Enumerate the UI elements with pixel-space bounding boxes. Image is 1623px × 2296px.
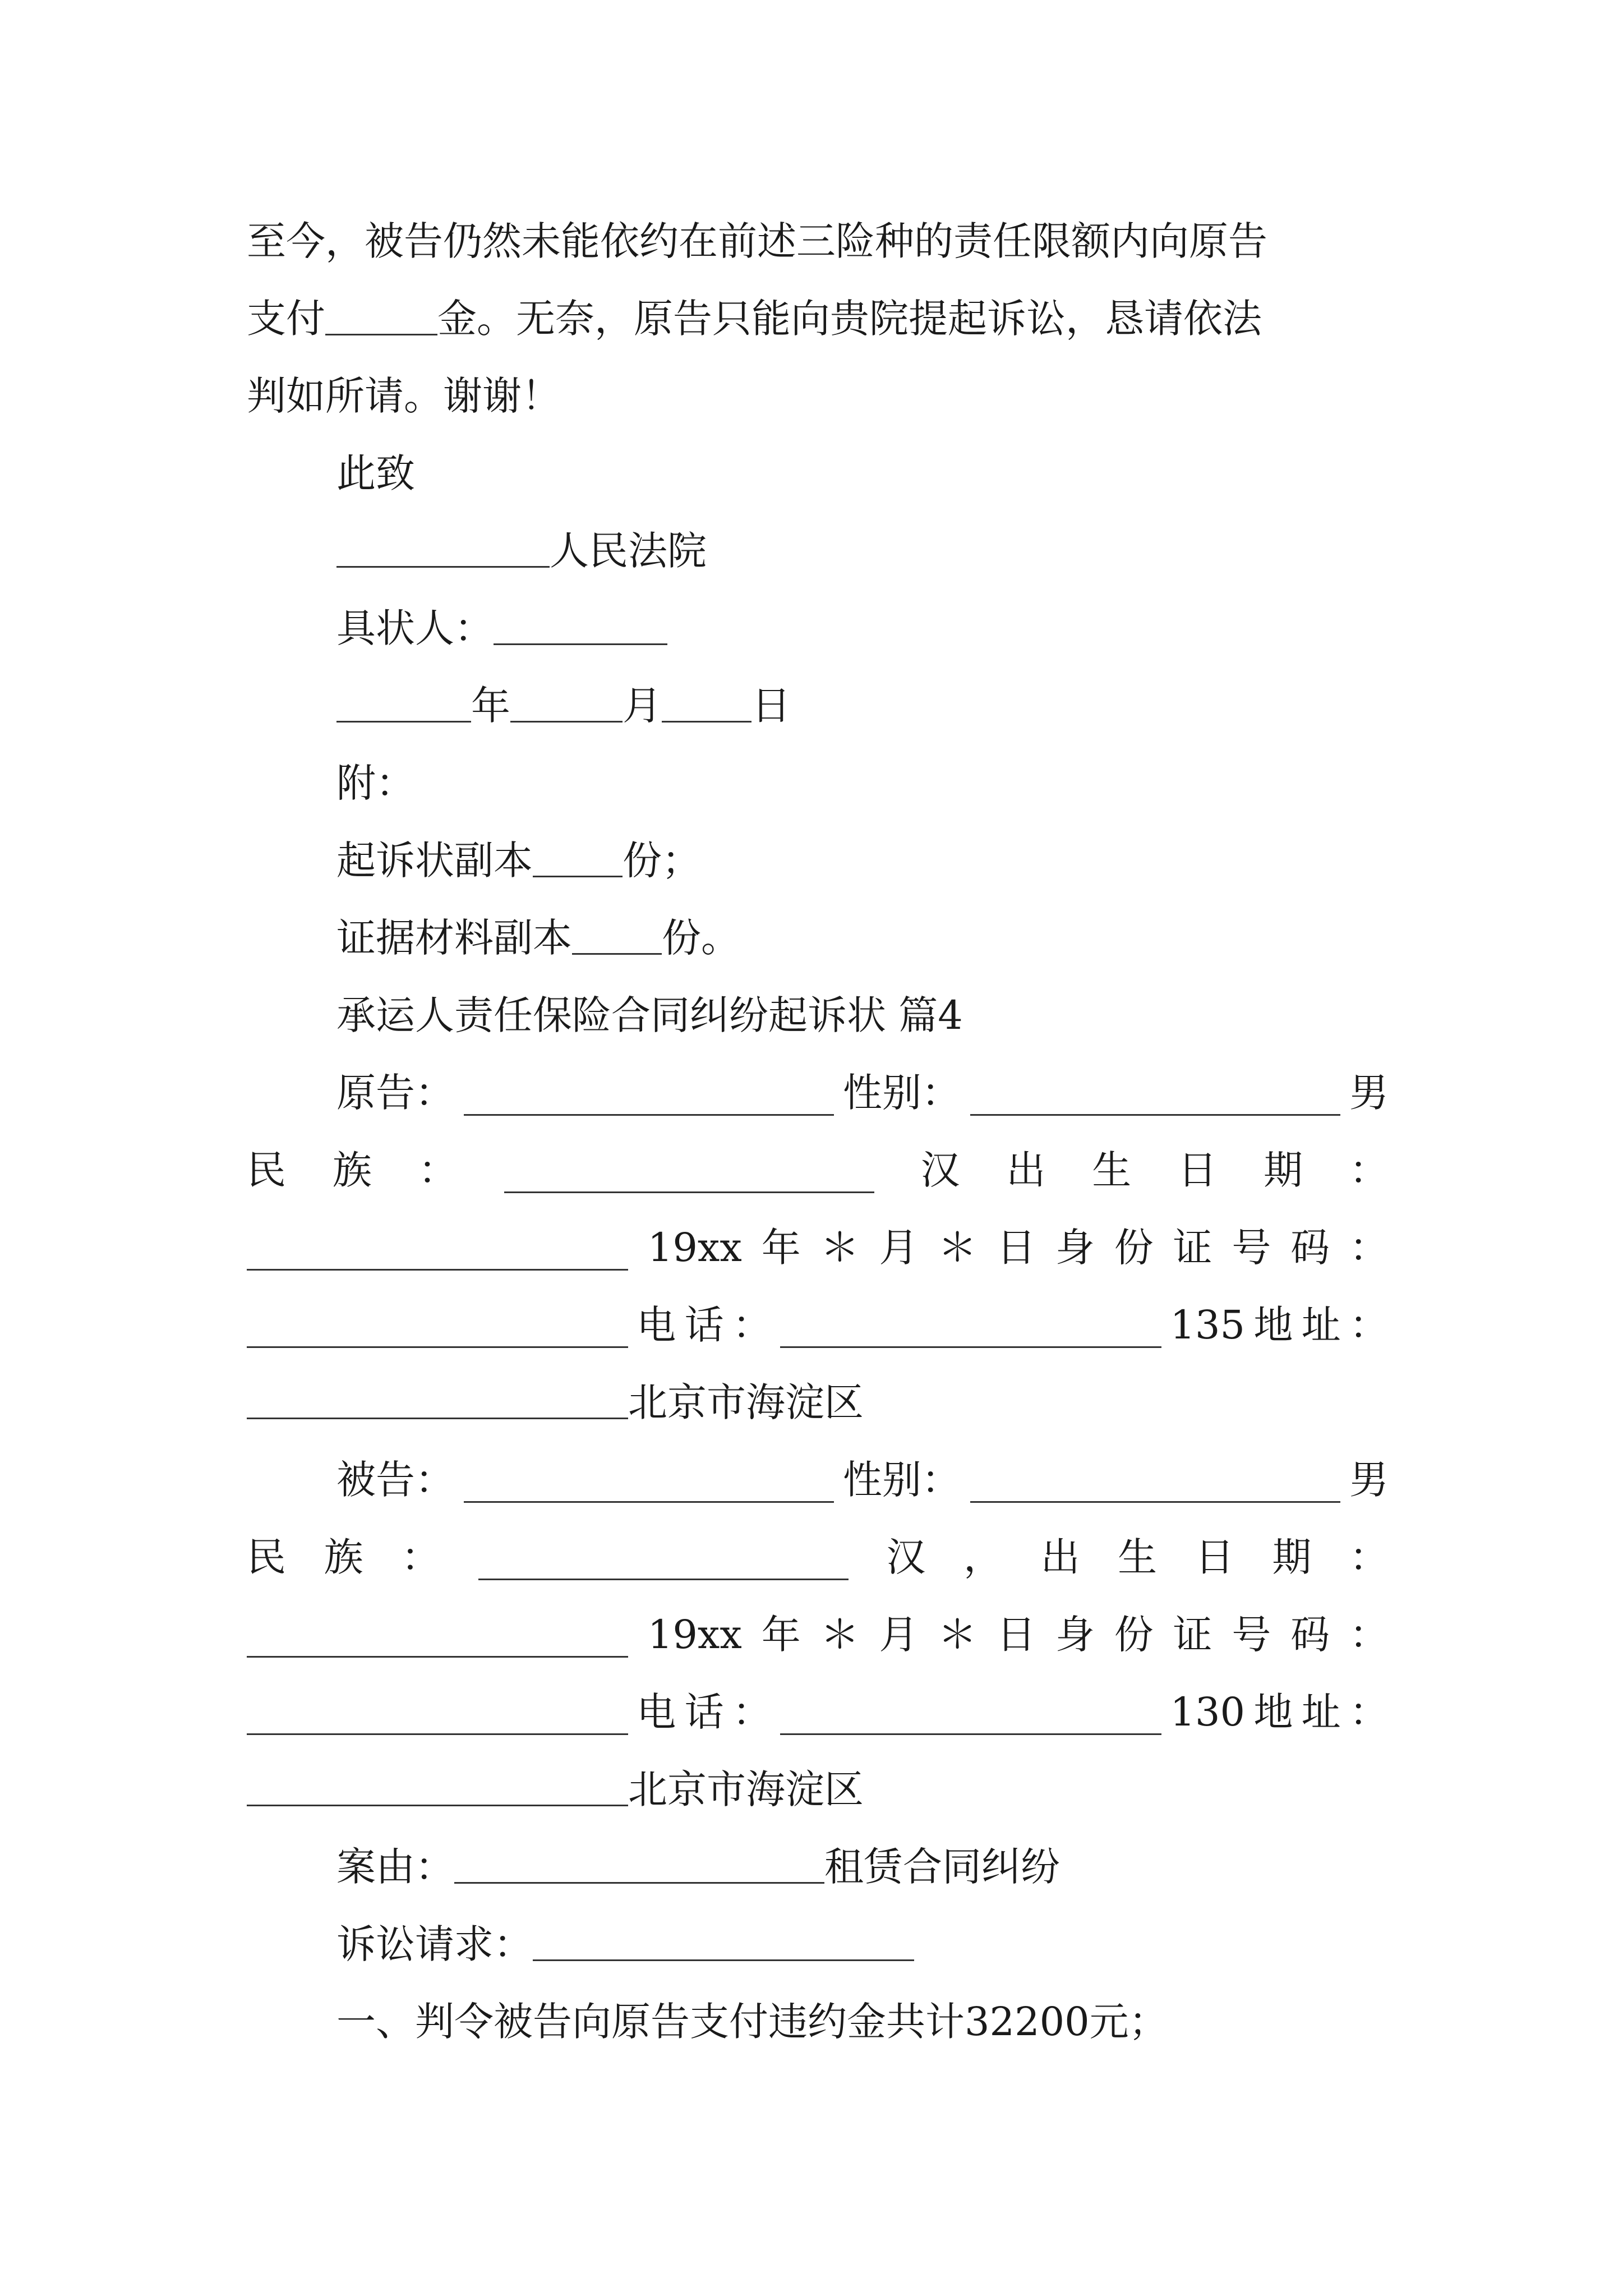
- gender-value: 男: [1349, 1457, 1389, 1503]
- court-line: [336, 523, 1389, 579]
- defendant-line-3: [247, 1607, 1389, 1663]
- char: ：: [1349, 1612, 1389, 1658]
- plaintiff-label: 原告：: [336, 1070, 454, 1116]
- section-heading: [336, 987, 1389, 1043]
- year-label: 年: [471, 683, 510, 729]
- char: 日: [1195, 1534, 1234, 1580]
- attachment-item: [336, 832, 1389, 889]
- blank-line: [247, 1693, 628, 1735]
- char: 135: [1170, 1302, 1246, 1348]
- attachment-text: 证据材料副本: [336, 915, 572, 961]
- blank-line: [454, 1842, 824, 1884]
- char: 族: [332, 1147, 372, 1193]
- month-label: 月: [623, 683, 662, 729]
- char: 民: [247, 1534, 286, 1580]
- char: 码: [1290, 1225, 1330, 1271]
- attachment-label: [336, 755, 1389, 811]
- char: 生: [1118, 1534, 1158, 1580]
- char: ：: [1349, 1302, 1389, 1348]
- char: ：: [1349, 1689, 1389, 1735]
- claim-item: [336, 1994, 1389, 2050]
- char: ＊: [820, 1225, 860, 1271]
- paragraph-text: 至今，被告仍然未能依约在前述三险种的责任限额内向原告: [247, 218, 1267, 264]
- char: ：: [401, 1534, 441, 1580]
- court-text: 人民法院: [550, 528, 707, 574]
- char: ，: [963, 1534, 1003, 1580]
- blank-line: [247, 1377, 628, 1419]
- section-heading-text: 承运人责任保险合同纠纷起诉状 篇4: [336, 992, 963, 1038]
- signer-label: 具状人：: [336, 605, 494, 651]
- blank-line: [464, 1461, 834, 1503]
- defendant-line-1: [336, 1452, 1389, 1508]
- char: 电: [637, 1302, 676, 1348]
- blank-line: [336, 680, 471, 723]
- blank-line: [247, 1616, 628, 1658]
- blank-line: [464, 1074, 834, 1116]
- char: 期: [1272, 1534, 1312, 1580]
- blank-line: [662, 680, 751, 723]
- blank-line: [247, 1306, 628, 1348]
- paragraph-text: 判如所请。谢谢！: [247, 373, 561, 419]
- char: 电: [637, 1689, 676, 1735]
- blank-line: [504, 1151, 874, 1193]
- char: 19xx: [647, 1225, 742, 1271]
- char: 地: [1253, 1302, 1293, 1348]
- char: ：: [418, 1147, 458, 1193]
- char: 份: [1114, 1612, 1154, 1658]
- attachment-text: 份。: [662, 915, 740, 961]
- char: ＊: [820, 1612, 860, 1658]
- char: 证: [1173, 1612, 1212, 1658]
- blank-line: [970, 1074, 1340, 1116]
- char: 话: [684, 1689, 724, 1735]
- paragraph-line: [247, 368, 1389, 424]
- attachment-label-text: 附：: [336, 760, 415, 806]
- char: 号: [1232, 1612, 1271, 1658]
- char: ：: [732, 1689, 772, 1735]
- char: 日: [1178, 1147, 1218, 1193]
- blank-line: [336, 526, 550, 568]
- char: 年: [761, 1225, 801, 1271]
- blank-line: [970, 1461, 1340, 1503]
- char: 身: [1055, 1612, 1095, 1658]
- char: 址: [1301, 1689, 1341, 1735]
- char: 地: [1253, 1689, 1293, 1735]
- cause-value: 租赁合同纠纷: [824, 1844, 1060, 1890]
- char: ：: [1349, 1147, 1389, 1193]
- plaintiff-line-2: [247, 1142, 1389, 1198]
- blank-line: [247, 1764, 628, 1806]
- char: 证: [1173, 1225, 1212, 1271]
- blank-line: [533, 835, 623, 877]
- day-label: 日: [751, 683, 791, 729]
- char: 身: [1055, 1225, 1095, 1271]
- salutation-text: 此致: [336, 450, 415, 496]
- plaintiff-line-3: [247, 1220, 1389, 1276]
- char: 年: [761, 1612, 801, 1658]
- salutation: [336, 445, 1389, 501]
- defendant-line-2: [247, 1529, 1389, 1585]
- blank-line: [780, 1693, 1161, 1735]
- paragraph-line: [247, 213, 1389, 269]
- blank-line: [325, 293, 437, 335]
- plaintiff-line-4: [247, 1297, 1389, 1353]
- char: ＊: [938, 1225, 978, 1271]
- claim-text: 一、判令被告向原告支付违约金共计32200元；: [336, 1999, 1168, 2045]
- claims-label-line: [336, 1916, 1389, 1972]
- char: 份: [1114, 1225, 1154, 1271]
- blank-line: [533, 1919, 914, 1961]
- blank-line: [478, 1538, 849, 1580]
- blank-line: [494, 603, 667, 645]
- char: 码: [1290, 1612, 1330, 1658]
- blank-line: [510, 680, 623, 723]
- paragraph-text: 金。无奈，原告只能向贵院提起诉讼，恳请依法: [437, 296, 1262, 342]
- char: 族: [324, 1534, 363, 1580]
- paragraph-text: 支付: [247, 296, 325, 342]
- char: 汉: [886, 1534, 926, 1580]
- plaintiff-line-1: [336, 1065, 1389, 1121]
- char: 月: [879, 1612, 919, 1658]
- char: 130: [1170, 1689, 1246, 1735]
- char: 汉: [920, 1147, 960, 1193]
- char: 号: [1232, 1225, 1271, 1271]
- cause-label: 案由：: [336, 1844, 454, 1890]
- attachment-text: 起诉状副本: [336, 838, 533, 884]
- blank-line: [780, 1306, 1161, 1348]
- address-value: 北京市海淀区: [628, 1766, 864, 1812]
- char: 期: [1264, 1147, 1303, 1193]
- plaintiff-line-5: [247, 1374, 1389, 1430]
- char: ＊: [938, 1612, 978, 1658]
- attachment-item: [336, 910, 1389, 966]
- defendant-line-5: [247, 1761, 1389, 1818]
- char: 出: [1040, 1534, 1080, 1580]
- defendant-line-4: [247, 1684, 1389, 1740]
- char: 址: [1301, 1302, 1341, 1348]
- defendant-label: 被告：: [336, 1457, 454, 1503]
- char: 民: [247, 1147, 286, 1193]
- char: 出: [1006, 1147, 1046, 1193]
- gender-label: 性别：: [843, 1070, 961, 1116]
- blank-line: [572, 913, 662, 955]
- char: ：: [732, 1302, 772, 1348]
- paragraph-line: [247, 291, 1389, 347]
- char: 日: [997, 1225, 1036, 1271]
- char: 话: [684, 1302, 724, 1348]
- claims-label: 诉讼请求：: [336, 1921, 533, 1967]
- gender-label: 性别：: [843, 1457, 961, 1503]
- char: ：: [1349, 1225, 1389, 1271]
- attachment-text: 份；: [623, 838, 701, 884]
- cause-line: [336, 1839, 1389, 1895]
- date-line: [336, 678, 1389, 734]
- char: 月: [879, 1225, 919, 1271]
- address-value: 北京市海淀区: [628, 1379, 864, 1425]
- signer-line: [336, 600, 1389, 656]
- blank-line: [247, 1228, 628, 1271]
- char: 日: [997, 1612, 1036, 1658]
- char: 19xx: [647, 1612, 742, 1658]
- char: 生: [1092, 1147, 1132, 1193]
- gender-value: 男: [1349, 1070, 1389, 1116]
- char: ：: [1349, 1534, 1389, 1580]
